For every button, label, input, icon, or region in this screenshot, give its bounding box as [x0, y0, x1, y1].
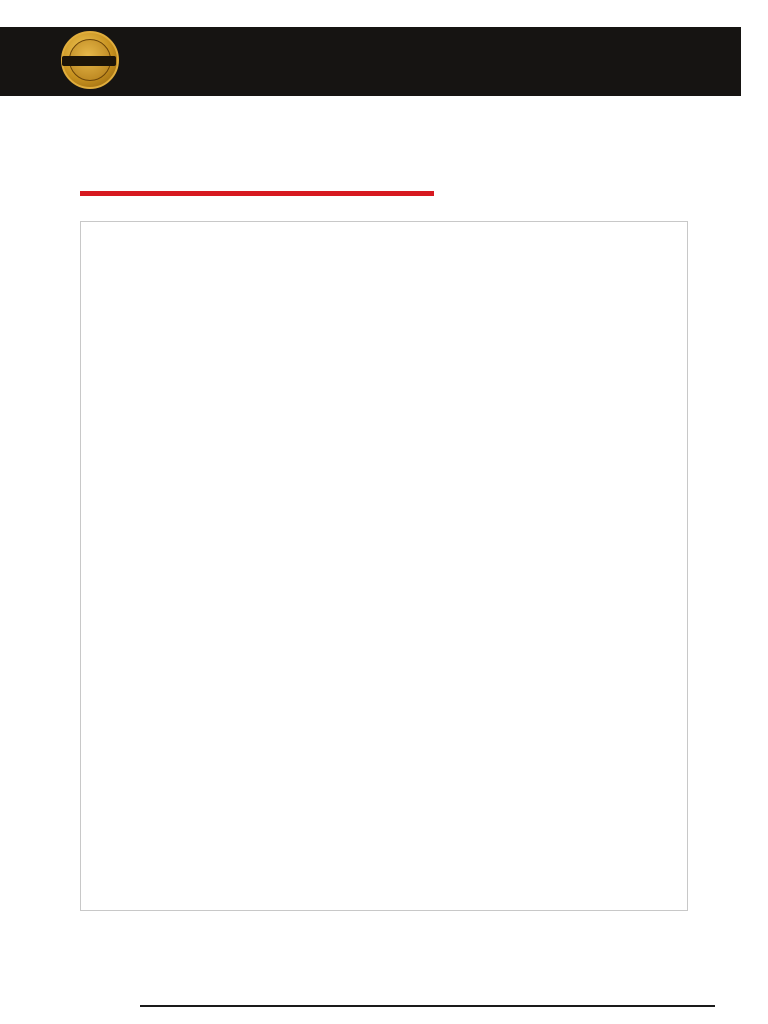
header-band — [0, 27, 741, 96]
title-underline — [80, 191, 434, 196]
seal-ribbon — [62, 56, 116, 66]
seal-inner — [69, 39, 111, 81]
footer-divider — [140, 1005, 715, 1007]
quality-seal-icon — [61, 31, 119, 89]
smart-goals-table — [80, 221, 688, 911]
